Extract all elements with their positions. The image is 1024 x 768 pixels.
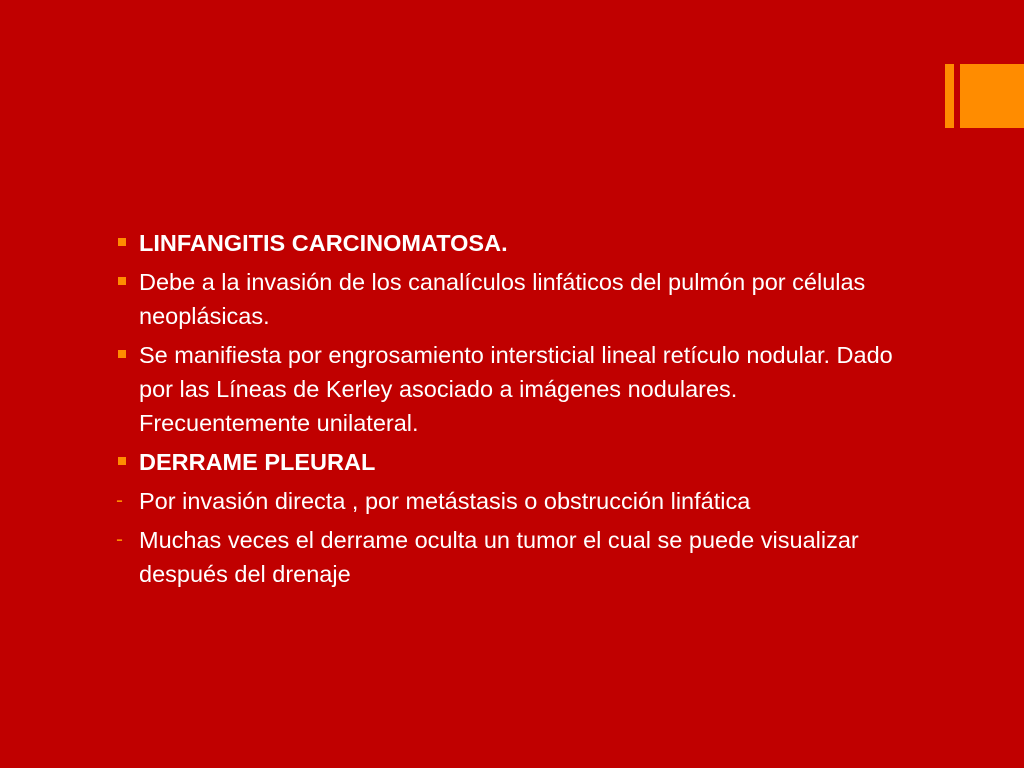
list-item-text: LINFANGITIS CARCINOMATOSA. bbox=[139, 230, 508, 256]
list-item bbox=[115, 523, 905, 591]
list-item-text: Por invasión directa , por metástasis o obstrucción linfática bbox=[139, 488, 751, 514]
list-item bbox=[115, 226, 905, 260]
list-item-text: Debe a la invasión de los canalículos linfáticos del pulmón por células neoplásicas. bbox=[139, 269, 866, 329]
square-bullet-icon bbox=[118, 350, 126, 358]
dash-bullet: - bbox=[116, 489, 123, 512]
accent-bar-block bbox=[960, 64, 1024, 128]
list-item bbox=[115, 484, 905, 518]
square-bullet-icon bbox=[118, 457, 126, 465]
list-item-text: Se manifiesta por engrosamiento intersticial lineal retículo nodular. Dado por las Líneas de Kerley asociado a imágenes nodulares. Frecuentemente unilateral. bbox=[139, 342, 893, 436]
bullet-list bbox=[115, 226, 905, 596]
list-item bbox=[115, 338, 905, 440]
list-item bbox=[115, 445, 905, 479]
square-bullet-icon bbox=[118, 277, 126, 285]
square-bullet-icon bbox=[118, 238, 126, 246]
list-item-text: DERRAME PLEURAL bbox=[139, 449, 376, 475]
dash-bullet: - bbox=[116, 528, 123, 551]
accent-bar-thin bbox=[945, 64, 954, 128]
list-item bbox=[115, 265, 905, 333]
list-item-text: Muchas veces el derrame oculta un tumor el cual se puede visualizar después del drenaje bbox=[139, 527, 859, 587]
